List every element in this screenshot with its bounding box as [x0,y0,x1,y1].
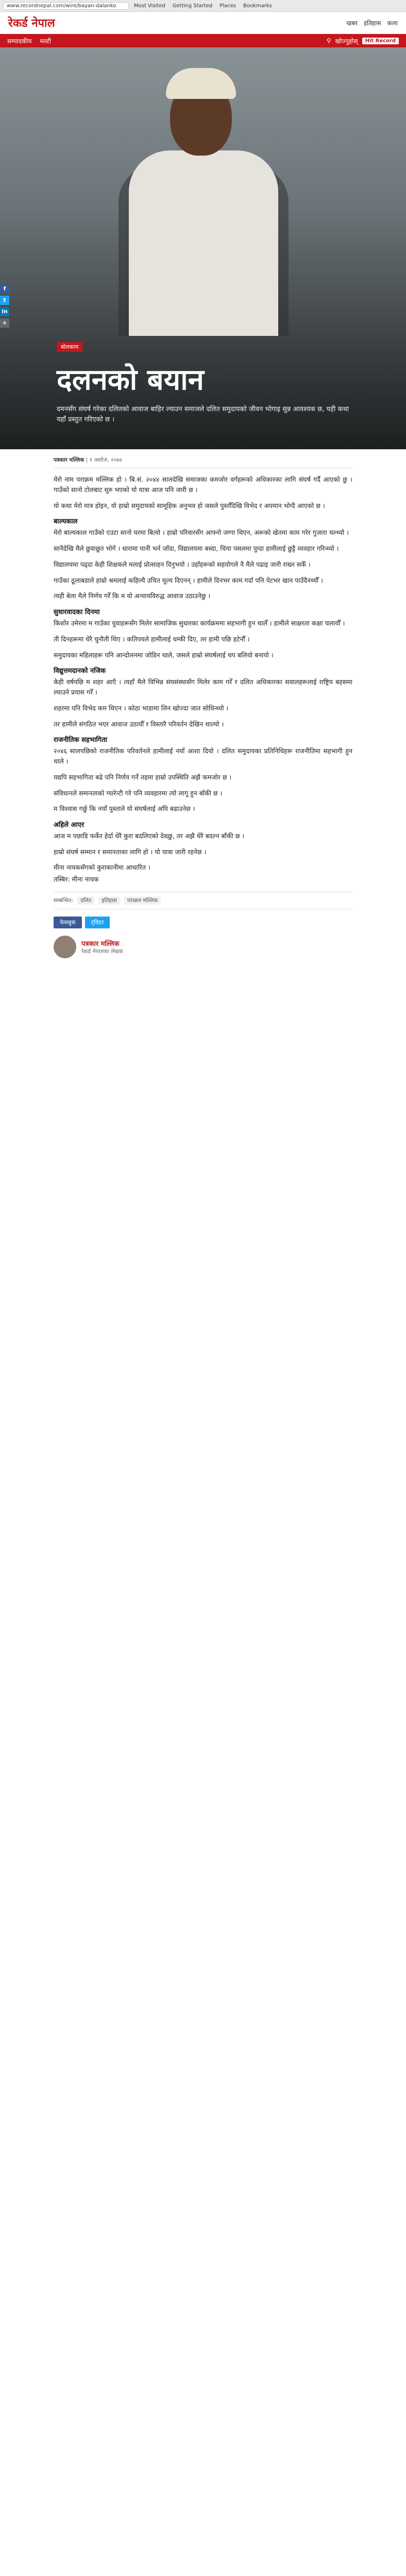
paragraph: समुदायका महिलाहरू पनि आन्दोलनमा जोडिन थाले, जसले हाम्रो संघर्षलाई थप बलियो बनायो । [54,651,274,659]
paragraph: हाम्रो संघर्ष सम्मान र समानताका लागि हो । यो यात्रा जारी रहनेछ । [54,848,207,856]
bookmark-4[interactable]: Bookmarks [243,3,272,9]
bookmark-2[interactable]: Getting Started [172,3,213,9]
section-6 [54,820,352,857]
section-heading: अहिले आएर [54,821,84,829]
paragraph: आज म पछाडि फर्केर हेर्दा धेरै कुरा बदलिएको देख्छु, तर अझै धेरै बदल्न बाँकी छ । [54,832,245,840]
bookmark-1[interactable]: Most Visited [134,3,165,9]
header-links [347,19,398,27]
author-name[interactable]: पत्रकार मल्लिक [81,940,120,948]
facebook-icon[interactable]: f [0,284,9,294]
browser-bar [0,0,406,12]
paragraph: शहरमा पनि विभेद कम थिएन । कोठा भाडामा लिन खोज्दा जात सोधिन्थ्यो । [54,704,229,712]
address-bar[interactable]: www.recordnepal.com/wire/bayan-dalanko [3,2,129,10]
twitter-icon[interactable]: t [0,296,9,305]
header-link-2[interactable]: इतिहास [364,19,381,27]
share-icon[interactable]: + [0,318,9,328]
paragraph: केही वर्षपछि म शहर आएँ । त्यहाँ मैले विभिन्न संघसंस्थासँग मिलेर काम गरेँ र दलित अधिकारका सवालहरूलाई राष्ट्रिय बहसमा ल्याउने प्रयास गरेँ । [54,678,352,696]
hero-figure-body [129,150,278,336]
share-facebook-button[interactable]: फेसबुक [54,917,82,928]
section-heading: बाल्यकाल [54,518,78,526]
tags-row [54,892,352,909]
paragraph: विद्यालयमा पढ्दा केही शिक्षकले मलाई प्रोत्साहन दिनुभयो । उहाँहरूको सहयोगले नै मैले पढाइ जारी राख्न सकेँ । [54,560,311,568]
author-description: रेकर्ड नेपालका लेखक [81,948,123,955]
paragraph: किशोर उमेरमा म गाउँका युवाहरूसँग मिलेर सामाजिक सुधारका कार्यक्रममा सहभागी हुन थालेँ । हामीले साक्षरता कक्षा चलायौँ । [54,619,345,627]
social-share [0,284,9,328]
paragraph: मेरो बाल्यकाल गाउँको एउटा सानो घरमा बित्यो । हाम्रो परिवारसँग आफ्नो जग्गा थिएन, अरूको खेतमा काम गरेर गुजारा चल्थ्यो । [54,529,349,537]
share-twitter-button[interactable]: ट्विटर [85,917,110,928]
hit-record-button[interactable]: Hit Record [362,38,399,44]
paragraph: २०४६ सालपछिको राजनीतिक परिवर्तनले हामीलाई नयाँ आशा दियो । दलित समुदायका प्रतिनिधिहरू राजनीतिमा सहभागी हुन थाले । [54,747,352,765]
paragraph: तर हामीले संगठित भएर आवाज उठायौँ र विस्तारै परिवर्तन देखिन थाल्यो । [54,720,224,728]
bookmark-3[interactable]: Places [219,3,236,9]
tags-label: सम्बन्धित: [54,897,74,904]
paragraph: म विश्वास गर्छु कि नयाँ पुस्ताले यो संघर्षलाई अघि बढाउनेछ । [54,805,195,813]
linkedin-icon[interactable]: in [0,307,9,316]
paragraph: गाउँका ठूलाबडाले हाम्रो श्रमलाई कहिल्यै उचित मूल्य दिएनन् । हामीले दिनभर काम गर्दा पनि पेटभर खान पाउँदैनथ्यौँ । [54,576,323,584]
site-logo[interactable]: रेकर्ड नेपाल [8,16,55,30]
byline-separator: | [86,457,90,463]
page-title: दलनको बयान [57,363,204,397]
paragraph: मेरो नाम पराक्रम मल्लिक हो । बि.सं. २०४४ सालदेखि समाजका कमजोर वर्गहरूको अधिकारका लागि संघर्ष गर्दै आएको छु । गाउँको सानो टोलबाट सुरु भएको यो यात्रा आज पनि जारी छ । [54,476,352,494]
page-subtitle: दमनसँग संघर्ष गरेका दलितको आवाज बाहिर ल्याउन समाजले दलित समुदायको जीवन भोगाइ सुन्न आवश्यक छ, यही कथा यहाँ प्रस्तुत गरिएको छ । [57,405,349,424]
site-header [0,12,406,34]
section-heading: सुधारवादका दिनमा [54,608,100,616]
tag[interactable]: इतिहास [99,896,120,905]
share-row [54,917,352,928]
search-icon[interactable]: ⚲ [326,37,331,44]
section-1 [54,474,352,511]
hero-image [0,47,406,449]
hero-figure-cap [166,68,236,99]
paragraph: सानैदेखि मैले छुवाछूत भोगें । धारामा पानी भर्न जाँदा, विद्यालयमा बस्दा, चिया पसलमा पुग्दा हामीलाई छुट्टै व्यवहार गरिन्थ्यो । [54,545,339,552]
article-body [54,449,352,958]
paragraph: ती दिनहरूमा धेरै चुनौती थिए । कतिपयले हामीलाई धम्की दिए, तर हामी पछि हटेनौँ । [54,635,250,643]
byline-author[interactable]: पत्रकार मल्लिक [54,457,84,463]
byline [54,456,352,468]
photo-credit: तस्बिर: मीना नायक [54,875,99,883]
tag[interactable]: पराक्रम मल्लिक [124,896,161,905]
paragraph: यद्यपि सहभागिता बढे पनि निर्णय गर्ने तहमा हाम्रो उपस्थिति अझै कमजोर छ । [54,773,232,781]
section-heading: विद्युत्तमदानको नजिक [54,667,106,675]
avatar[interactable] [54,936,76,958]
hero-text [57,341,350,425]
section-heading: राजनीतिक सहभागिता [54,736,107,744]
search-label[interactable]: खोज्नुहोस् [335,37,358,45]
section-5 [54,735,352,814]
closing-note: मीना नायकसँगको कुराकानीमा आधारित । [54,863,150,871]
nav-item-1[interactable]: सम्पादकीय [7,37,32,45]
byline-date: १ असोज, २०७४ [89,457,122,463]
tag[interactable]: दलित [77,896,94,905]
section-3 [54,607,352,660]
header-link-3[interactable]: कला [387,19,398,27]
paragraph: यो कथा मेरो मात्र होइन, यो हाम्रो समुदायको सामूहिक अनुभव हो जसले पुस्तौँदेखि विभेद र अपमान भोग्दै आएको छ । [54,501,325,510]
section-2 [54,516,352,601]
nav-item-2[interactable]: मल्टी [40,37,52,45]
paragraph: त्यही बेला मैले निर्णय गरेँ कि म यो अन्यायविरुद्ध आवाज उठाउनेछु । [54,592,211,600]
nav-bar [0,34,406,47]
header-link-1[interactable]: खबर [346,19,358,27]
author-box [54,936,352,958]
paragraph: संविधानले समानताको ग्यारेन्टी गरे पनि व्यवहारमा त्यो लागू हुन बाँकी छ । [54,789,223,797]
category-badge[interactable]: बोलकाम [57,342,82,352]
section-4 [54,666,352,729]
